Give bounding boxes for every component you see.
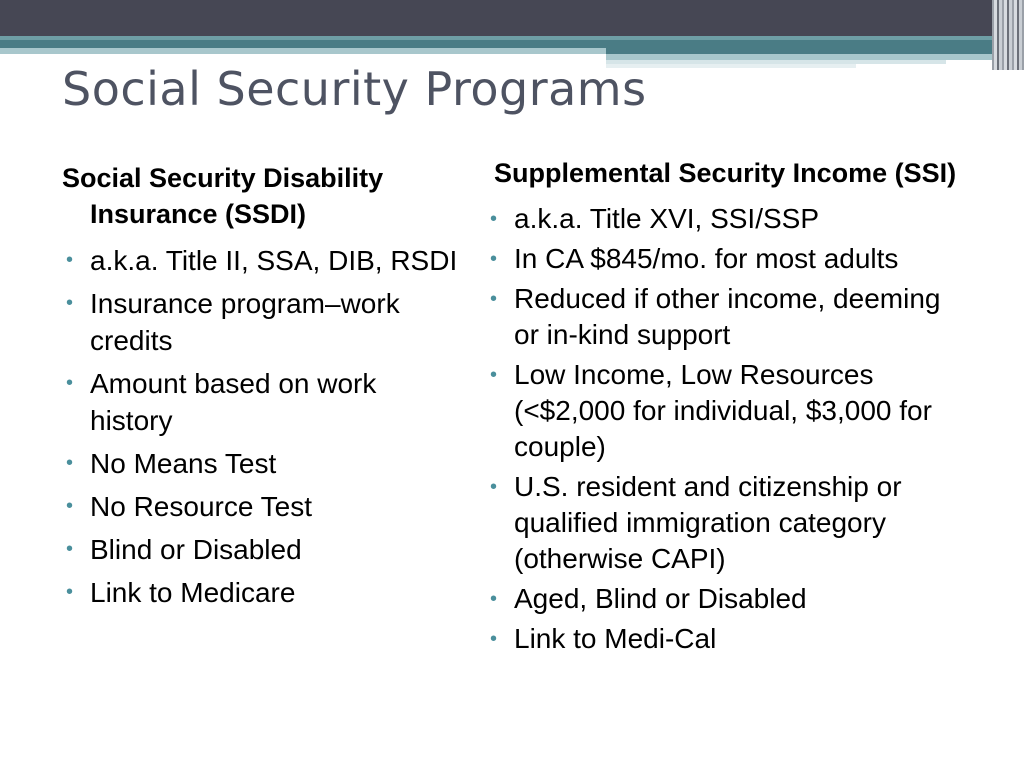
bullet-icon: • <box>490 628 498 650</box>
ssi-list <box>490 201 964 657</box>
list-item <box>62 445 462 482</box>
bullet-icon: • <box>66 538 74 560</box>
list-item-text: Reduced if other income, deeming or in-kind support <box>514 283 941 350</box>
ssdi-heading: Social Security Disability Insurance (SSDI) <box>62 163 384 229</box>
list-item <box>490 241 964 277</box>
list-item <box>490 621 964 657</box>
ssi-column <box>490 155 964 661</box>
ssi-heading: Supplemental Security Income (SSI) <box>494 158 957 188</box>
list-item <box>490 281 964 353</box>
list-item <box>62 285 462 359</box>
slide-title: Social Security Programs <box>62 62 647 116</box>
bullet-icon: • <box>490 208 498 230</box>
header-stripes <box>992 0 1024 70</box>
list-item-text: U.S. resident and citizenship or qualified immigration category (otherwise CAPI) <box>514 471 902 574</box>
list-item-text: No Means Test <box>90 448 277 479</box>
list-item <box>490 201 964 237</box>
bullet-icon: • <box>490 476 498 498</box>
list-item-text: Insurance program–work credits <box>90 288 400 356</box>
list-item-text: Link to Medicare <box>90 577 296 608</box>
list-item <box>62 531 462 568</box>
header-light-band <box>0 48 606 54</box>
list-item-text: Aged, Blind or Disabled <box>514 583 807 614</box>
bullet-icon: • <box>66 581 74 603</box>
bullet-icon: • <box>490 364 498 386</box>
list-item-text: In CA $845/mo. for most adults <box>514 243 899 274</box>
header-decoration <box>0 0 1024 70</box>
list-item <box>62 365 462 439</box>
header-dark-band <box>0 0 1024 36</box>
bullet-icon: • <box>66 495 74 517</box>
list-item-text: Blind or Disabled <box>90 534 302 565</box>
list-item-text: a.k.a. Title XVI, SSI/SSP <box>514 203 820 234</box>
ssdi-column <box>62 160 462 617</box>
list-item <box>490 581 964 617</box>
bullet-icon: • <box>490 288 498 310</box>
bullet-icon: • <box>66 249 74 271</box>
bullet-icon: • <box>490 248 498 270</box>
list-item-text: a.k.a. Title II, SSA, DIB, RSDI <box>90 245 458 276</box>
list-item <box>62 242 462 279</box>
list-item <box>490 357 964 465</box>
list-item <box>62 574 462 611</box>
ssdi-list <box>62 242 462 611</box>
list-item-text: Low Income, Low Resources (<$2,000 for individual, $3,000 for couple) <box>514 359 932 462</box>
list-item <box>490 469 964 577</box>
bullet-icon: • <box>66 452 74 474</box>
header-teal-highlight <box>0 36 1024 40</box>
list-item-text: Amount based on work history <box>90 368 377 436</box>
bullet-icon: • <box>66 292 74 314</box>
list-item-text: Link to Medi-Cal <box>514 623 717 654</box>
bullet-icon: • <box>490 588 498 610</box>
list-item <box>62 488 462 525</box>
list-item-text: No Resource Test <box>90 491 313 522</box>
bullet-icon: • <box>66 372 74 394</box>
